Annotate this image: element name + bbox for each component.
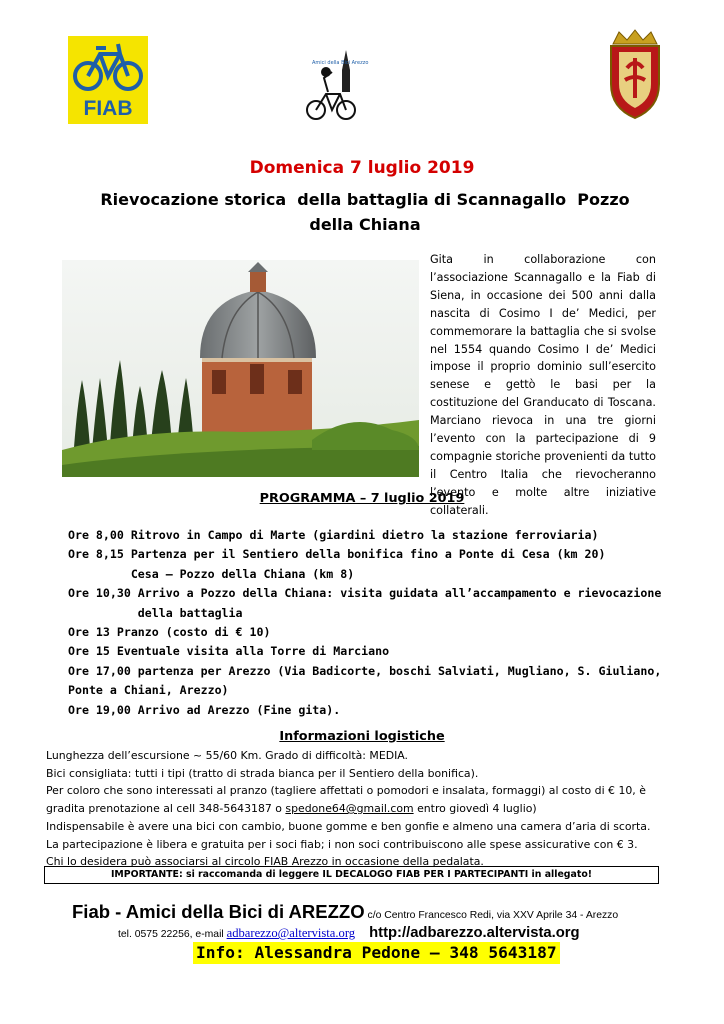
fiab-logo (68, 36, 148, 124)
programma-list (68, 526, 668, 720)
booking-email-link[interactable]: spedone64@gmail.com (285, 802, 414, 816)
org-tel: tel. 0575 22256, e-mail (118, 929, 227, 940)
org-email-link[interactable]: adbarezzo@altervista.org (226, 926, 356, 940)
programma-line: Ore 8,15 Partenza per il Sentiero della bonifica fino a Ponte di Cesa (km 20) (68, 547, 606, 562)
info-block (46, 747, 656, 871)
programma-line: della battaglia (68, 605, 243, 620)
info-line: Indispensabile è avere una bici con cambio, buone gomme e ben gonfie e almeno una camera d’aria di scorta. (46, 819, 651, 833)
event-title (80, 187, 650, 237)
org-name: Fiab - Amici della Bici di AREZZO (72, 901, 365, 922)
footer-org-line (72, 901, 712, 923)
info-title: Informazioni logistiche (279, 729, 445, 744)
programma-line: Ore 19,00 Arrivo ad Arezzo (Fine gita). (68, 702, 341, 717)
important-label: IMPORTANTE: (110, 869, 183, 880)
event-date: Domenica 7 luglio 2019 (249, 158, 475, 178)
amici-bici-logo (302, 48, 369, 124)
programma-line: Ore 10,30 Arrivo a Pozzo della Chiana: visita guidata all’accampamento e rievocazione (68, 586, 662, 601)
info-line: Lunghezza dell’escursione ~ 55/60 Km. Grado di difficoltà: MEDIA. (46, 749, 409, 762)
programma-line: Ponte a Chiani, Arezzo) (68, 683, 229, 698)
org-address: c/o Centro Francesco Redi, via XXV Aprile 34 - Arezzo (364, 910, 619, 921)
info-line: La partecipazione è libera e gratuita per i soci fiab; i non soci contribuiscono alle spese assicurative con € 3. Chi lo desidera può associarsi al circolo FIAB Arezzo in occasione della pedalata. (46, 837, 638, 869)
programma-line: Ore 15 Eventuale visita alla Torre di Marciano (68, 644, 390, 659)
programma-line: Ore 8,00 Ritrovo in Campo di Marte (giardini dietro la stazione ferroviaria) (68, 528, 599, 542)
programma-line: Ore 17,00 partenza per Arezzo (Via Badicorte, boschi Salviati, Mugliano, S. Giuliano, (68, 663, 662, 678)
important-text: si raccomanda di leggere IL DECALOGO FIAB PER I PARTECIPANTI in allegato! (182, 869, 593, 880)
footer-contact-line (118, 922, 580, 941)
church-photo (62, 260, 419, 477)
bicycle-icon (68, 36, 148, 98)
arezzo-crest-logo (605, 28, 665, 120)
programma-line: Ore 13 Pranzo (costo di € 10) (68, 625, 271, 640)
info-contact: Info: Alessandra Pedone – 348 5643187 (193, 942, 560, 964)
event-title-line-2: della Chiana (309, 215, 421, 234)
event-title-line-1: Rievocazione storica della battaglia di Scannagallo Pozzo (100, 190, 630, 209)
programma-title: PROGRAMMA – 7 luglio 2019 (259, 491, 465, 506)
org-website-link[interactable]: http://adbarezzo.altervista.org (369, 925, 580, 941)
info-line: Bici consigliata: tutti i tipi (tratto di strada bianca per il Sentiero della bonifica). (46, 766, 479, 780)
info-line-lunch: Per coloro che sono interessati al pranzo (tagliere affettati o pomodori e insalata, formaggi) al costo di € 10, è gradita prenotazione al cell 348-5643187 o spedone64@gmail.com entro giovedì 4 luglio) (46, 784, 646, 816)
amici-logo-text: Amici della Bici Arezzo (312, 60, 369, 66)
intro-paragraph: Gita in collaborazione con l’associazione Scannagallo e la Fiab di Siena, in occasione dei 500 anni dalla nascita di Cosimo I de’ Medici, per commemorare la battaglia che si svolse nel 1554 quando Cosimo I de’ Medici impose il proprio dominio sull’esercito senese e gettò le basi per la costituzione del Granducato di Toscana. Marciano rievoca in una tre giorni l’evento con la partecipazione di 9 compagnie storiche provenienti da tutto il Centro Italia che rievocheranno l’evento e molte altre iniziative collaterali. (430, 253, 656, 517)
programma-line: Cesa – Pozzo della Chiana (km 8) (68, 566, 355, 581)
important-notice (44, 866, 659, 884)
fiab-logo-text: FIAB (83, 97, 133, 120)
